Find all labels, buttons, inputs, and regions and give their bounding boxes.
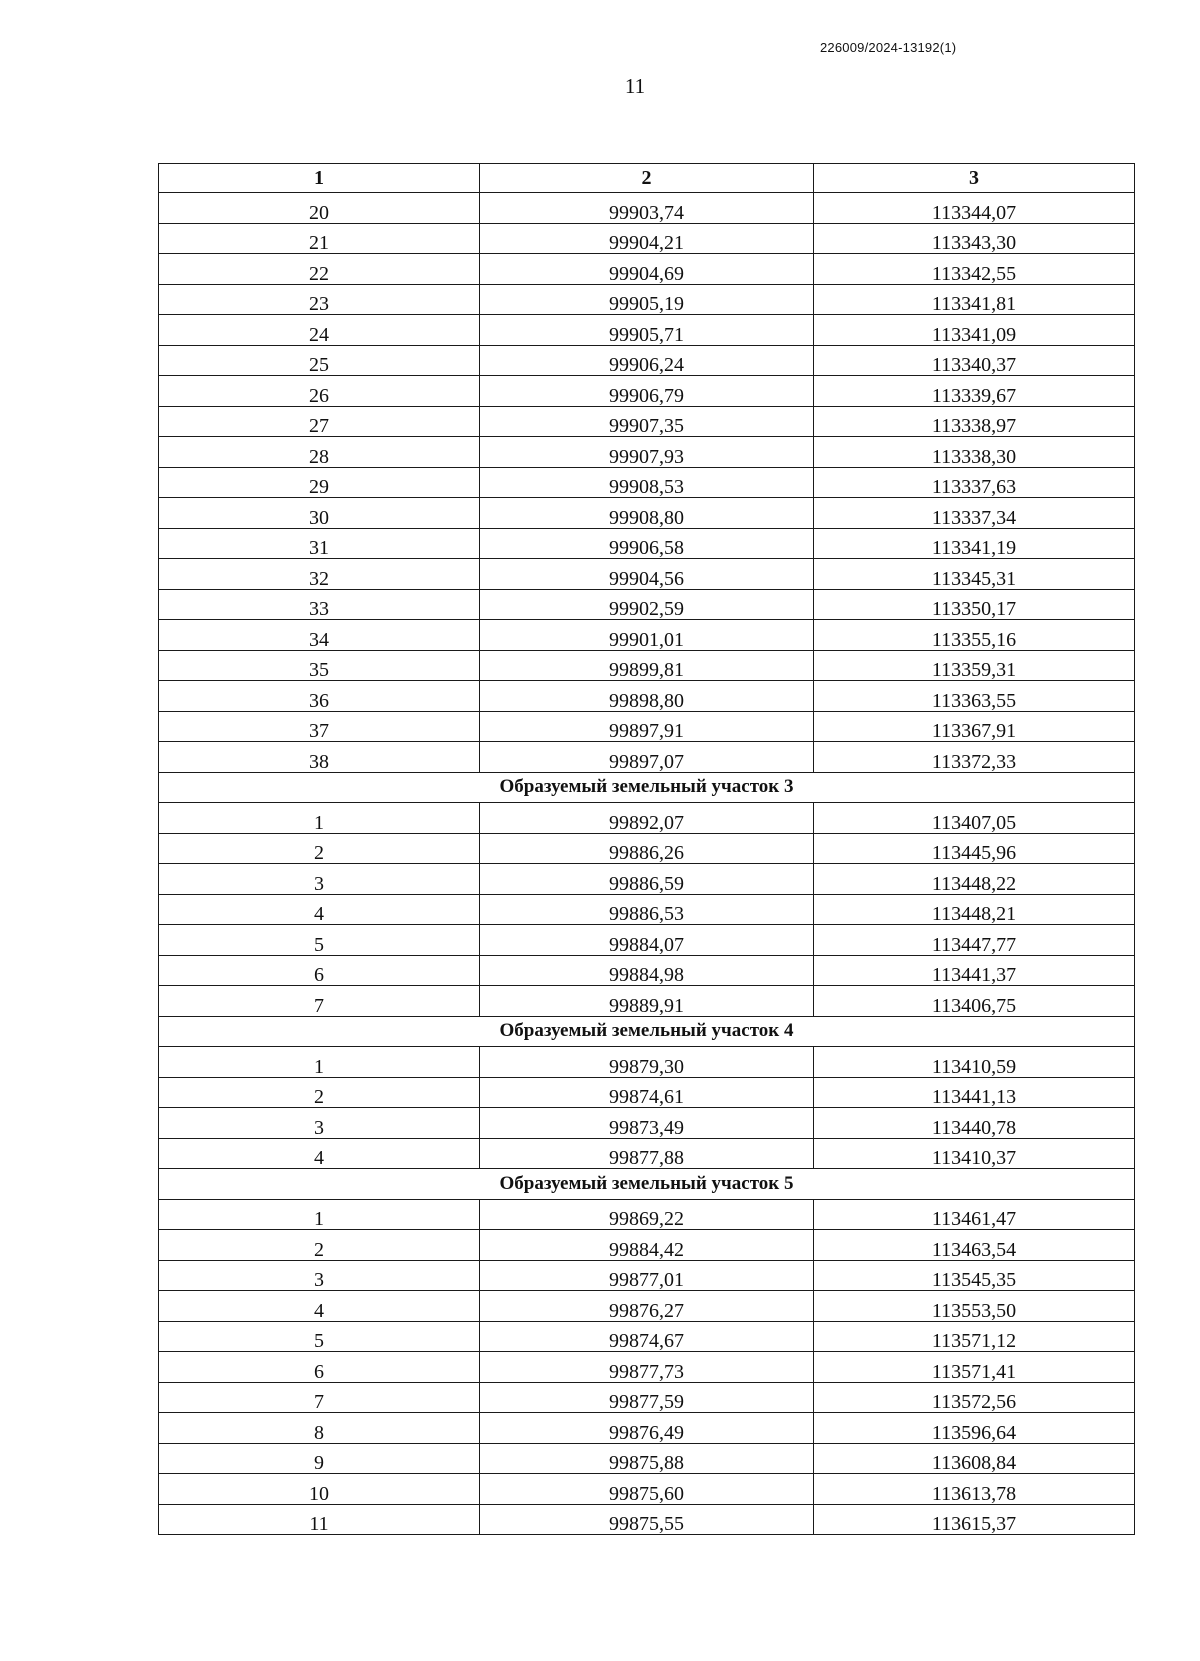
- table-row: [159, 1382, 1135, 1413]
- y-coordinate-cell: 113343,30: [814, 223, 1135, 254]
- point-number-cell: 31: [159, 528, 480, 559]
- table-row: [159, 589, 1135, 620]
- x-coordinate-cell: 99889,91: [480, 986, 814, 1017]
- table-row: [159, 620, 1135, 651]
- y-coordinate-cell: 113448,22: [814, 864, 1135, 895]
- table-row: [159, 681, 1135, 712]
- y-coordinate-cell: 113445,96: [814, 833, 1135, 864]
- point-number-cell: 33: [159, 589, 480, 620]
- x-coordinate-cell: 99886,59: [480, 864, 814, 895]
- x-coordinate-cell: 99877,73: [480, 1352, 814, 1383]
- point-number-cell: 8: [159, 1413, 480, 1444]
- table-row: [159, 1504, 1135, 1535]
- point-number-cell: 6: [159, 1352, 480, 1383]
- x-coordinate-cell: 99875,88: [480, 1443, 814, 1474]
- table-row: [159, 803, 1135, 834]
- point-number-cell: 3: [159, 1108, 480, 1139]
- table-row: [159, 894, 1135, 925]
- x-coordinate-cell: 99877,59: [480, 1382, 814, 1413]
- point-number-cell: 7: [159, 1382, 480, 1413]
- table-row: [159, 376, 1135, 407]
- point-number-cell: 1: [159, 1047, 480, 1078]
- point-number-cell: 26: [159, 376, 480, 407]
- point-number-cell: 4: [159, 894, 480, 925]
- table-row: [159, 1352, 1135, 1383]
- point-number-cell: 11: [159, 1504, 480, 1535]
- table-row: [159, 1474, 1135, 1505]
- x-coordinate-cell: 99875,55: [480, 1504, 814, 1535]
- x-coordinate-cell: 99876,27: [480, 1291, 814, 1322]
- table-row: [159, 1260, 1135, 1291]
- coordinates-table: [158, 163, 1135, 1535]
- section-title-row: [159, 1169, 1135, 1200]
- section-title: Образуемый земельный участок 5: [159, 1169, 1135, 1200]
- y-coordinate-cell: 113407,05: [814, 803, 1135, 834]
- table-row: [159, 711, 1135, 742]
- x-coordinate-cell: 99908,53: [480, 467, 814, 498]
- y-coordinate-cell: 113571,12: [814, 1321, 1135, 1352]
- table-row: [159, 1138, 1135, 1169]
- y-coordinate-cell: 113440,78: [814, 1108, 1135, 1139]
- table-row: [159, 315, 1135, 346]
- column-header-1: 1: [159, 164, 480, 193]
- y-coordinate-cell: 113608,84: [814, 1443, 1135, 1474]
- table-row: [159, 1230, 1135, 1261]
- x-coordinate-cell: 99876,49: [480, 1413, 814, 1444]
- y-coordinate-cell: 113545,35: [814, 1260, 1135, 1291]
- y-coordinate-cell: 113613,78: [814, 1474, 1135, 1505]
- table-row: [159, 925, 1135, 956]
- point-number-cell: 9: [159, 1443, 480, 1474]
- y-coordinate-cell: 113367,91: [814, 711, 1135, 742]
- point-number-cell: 38: [159, 742, 480, 773]
- point-number-cell: 1: [159, 803, 480, 834]
- y-coordinate-cell: 113355,16: [814, 620, 1135, 651]
- table-row: [159, 742, 1135, 773]
- point-number-cell: 27: [159, 406, 480, 437]
- table-row: [159, 650, 1135, 681]
- x-coordinate-cell: 99906,58: [480, 528, 814, 559]
- x-coordinate-cell: 99884,42: [480, 1230, 814, 1261]
- table-row: [159, 254, 1135, 285]
- x-coordinate-cell: 99897,91: [480, 711, 814, 742]
- table-row: [159, 1291, 1135, 1322]
- y-coordinate-cell: 113463,54: [814, 1230, 1135, 1261]
- point-number-cell: 24: [159, 315, 480, 346]
- table-row: [159, 986, 1135, 1017]
- y-coordinate-cell: 113615,37: [814, 1504, 1135, 1535]
- table-row: [159, 1443, 1135, 1474]
- y-coordinate-cell: 113337,34: [814, 498, 1135, 529]
- y-coordinate-cell: 113441,37: [814, 955, 1135, 986]
- point-number-cell: 37: [159, 711, 480, 742]
- y-coordinate-cell: 113410,59: [814, 1047, 1135, 1078]
- point-number-cell: 2: [159, 833, 480, 864]
- table-row: [159, 1077, 1135, 1108]
- y-coordinate-cell: 113359,31: [814, 650, 1135, 681]
- point-number-cell: 34: [159, 620, 480, 651]
- x-coordinate-cell: 99884,98: [480, 955, 814, 986]
- table-body: [159, 193, 1135, 1535]
- y-coordinate-cell: 113341,19: [814, 528, 1135, 559]
- table-row: [159, 193, 1135, 224]
- point-number-cell: 25: [159, 345, 480, 376]
- table-row: [159, 284, 1135, 315]
- y-coordinate-cell: 113441,13: [814, 1077, 1135, 1108]
- table-row: [159, 498, 1135, 529]
- x-coordinate-cell: 99906,79: [480, 376, 814, 407]
- point-number-cell: 4: [159, 1291, 480, 1322]
- x-coordinate-cell: 99903,74: [480, 193, 814, 224]
- x-coordinate-cell: 99906,24: [480, 345, 814, 376]
- point-number-cell: 36: [159, 681, 480, 712]
- table-row: [159, 223, 1135, 254]
- point-number-cell: 35: [159, 650, 480, 681]
- point-number-cell: 2: [159, 1077, 480, 1108]
- point-number-cell: 7: [159, 986, 480, 1017]
- table-row: [159, 1199, 1135, 1230]
- point-number-cell: 6: [159, 955, 480, 986]
- point-number-cell: 28: [159, 437, 480, 468]
- point-number-cell: 21: [159, 223, 480, 254]
- y-coordinate-cell: 113447,77: [814, 925, 1135, 956]
- table-row: [159, 528, 1135, 559]
- x-coordinate-cell: 99904,21: [480, 223, 814, 254]
- table-header: [159, 164, 1135, 193]
- x-coordinate-cell: 99907,93: [480, 437, 814, 468]
- x-coordinate-cell: 99905,71: [480, 315, 814, 346]
- y-coordinate-cell: 113448,21: [814, 894, 1135, 925]
- table-row: [159, 833, 1135, 864]
- document-registration-number: 226009/2024-13192(1): [820, 40, 957, 55]
- x-coordinate-cell: 99886,26: [480, 833, 814, 864]
- x-coordinate-cell: 99907,35: [480, 406, 814, 437]
- point-number-cell: 5: [159, 1321, 480, 1352]
- x-coordinate-cell: 99901,01: [480, 620, 814, 651]
- x-coordinate-cell: 99877,01: [480, 1260, 814, 1291]
- y-coordinate-cell: 113341,81: [814, 284, 1135, 315]
- point-number-cell: 4: [159, 1138, 480, 1169]
- x-coordinate-cell: 99886,53: [480, 894, 814, 925]
- point-number-cell: 20: [159, 193, 480, 224]
- point-number-cell: 3: [159, 1260, 480, 1291]
- y-coordinate-cell: 113337,63: [814, 467, 1135, 498]
- y-coordinate-cell: 113340,37: [814, 345, 1135, 376]
- x-coordinate-cell: 99884,07: [480, 925, 814, 956]
- x-coordinate-cell: 99897,07: [480, 742, 814, 773]
- point-number-cell: 29: [159, 467, 480, 498]
- y-coordinate-cell: 113341,09: [814, 315, 1135, 346]
- column-header-3: 3: [814, 164, 1135, 193]
- point-number-cell: 2: [159, 1230, 480, 1261]
- point-number-cell: 10: [159, 1474, 480, 1505]
- y-coordinate-cell: 113338,30: [814, 437, 1135, 468]
- x-coordinate-cell: 99875,60: [480, 1474, 814, 1505]
- y-coordinate-cell: 113410,37: [814, 1138, 1135, 1169]
- y-coordinate-cell: 113338,97: [814, 406, 1135, 437]
- x-coordinate-cell: 99874,67: [480, 1321, 814, 1352]
- point-number-cell: 1: [159, 1199, 480, 1230]
- table-row: [159, 406, 1135, 437]
- x-coordinate-cell: 99899,81: [480, 650, 814, 681]
- y-coordinate-cell: 113553,50: [814, 1291, 1135, 1322]
- column-header-2: 2: [480, 164, 814, 193]
- point-number-cell: 5: [159, 925, 480, 956]
- point-number-cell: 22: [159, 254, 480, 285]
- table-row: [159, 955, 1135, 986]
- y-coordinate-cell: 113345,31: [814, 559, 1135, 590]
- section-title: Образуемый земельный участок 4: [159, 1016, 1135, 1047]
- page-number: 11: [624, 74, 646, 98]
- section-title-row: [159, 1016, 1135, 1047]
- x-coordinate-cell: 99874,61: [480, 1077, 814, 1108]
- section-title: Образуемый земельный участок 3: [159, 772, 1135, 803]
- x-coordinate-cell: 99892,07: [480, 803, 814, 834]
- table-row: [159, 345, 1135, 376]
- table-row: [159, 1047, 1135, 1078]
- table-row: [159, 864, 1135, 895]
- x-coordinate-cell: 99905,19: [480, 284, 814, 315]
- header-row: [159, 164, 1135, 193]
- y-coordinate-cell: 113406,75: [814, 986, 1135, 1017]
- point-number-cell: 3: [159, 864, 480, 895]
- y-coordinate-cell: 113344,07: [814, 193, 1135, 224]
- y-coordinate-cell: 113572,56: [814, 1382, 1135, 1413]
- x-coordinate-cell: 99904,56: [480, 559, 814, 590]
- table-row: [159, 467, 1135, 498]
- y-coordinate-cell: 113339,67: [814, 376, 1135, 407]
- table-row: [159, 437, 1135, 468]
- point-number-cell: 32: [159, 559, 480, 590]
- x-coordinate-cell: 99879,30: [480, 1047, 814, 1078]
- x-coordinate-cell: 99902,59: [480, 589, 814, 620]
- y-coordinate-cell: 113372,33: [814, 742, 1135, 773]
- section-title-row: [159, 772, 1135, 803]
- y-coordinate-cell: 113596,64: [814, 1413, 1135, 1444]
- x-coordinate-cell: 99908,80: [480, 498, 814, 529]
- table-row: [159, 1108, 1135, 1139]
- table-row: [159, 1321, 1135, 1352]
- table-row: [159, 1413, 1135, 1444]
- y-coordinate-cell: 113342,55: [814, 254, 1135, 285]
- y-coordinate-cell: 113461,47: [814, 1199, 1135, 1230]
- x-coordinate-cell: 99898,80: [480, 681, 814, 712]
- x-coordinate-cell: 99904,69: [480, 254, 814, 285]
- y-coordinate-cell: 113571,41: [814, 1352, 1135, 1383]
- x-coordinate-cell: 99877,88: [480, 1138, 814, 1169]
- table-row: [159, 559, 1135, 590]
- y-coordinate-cell: 113350,17: [814, 589, 1135, 620]
- point-number-cell: 23: [159, 284, 480, 315]
- y-coordinate-cell: 113363,55: [814, 681, 1135, 712]
- x-coordinate-cell: 99869,22: [480, 1199, 814, 1230]
- point-number-cell: 30: [159, 498, 480, 529]
- x-coordinate-cell: 99873,49: [480, 1108, 814, 1139]
